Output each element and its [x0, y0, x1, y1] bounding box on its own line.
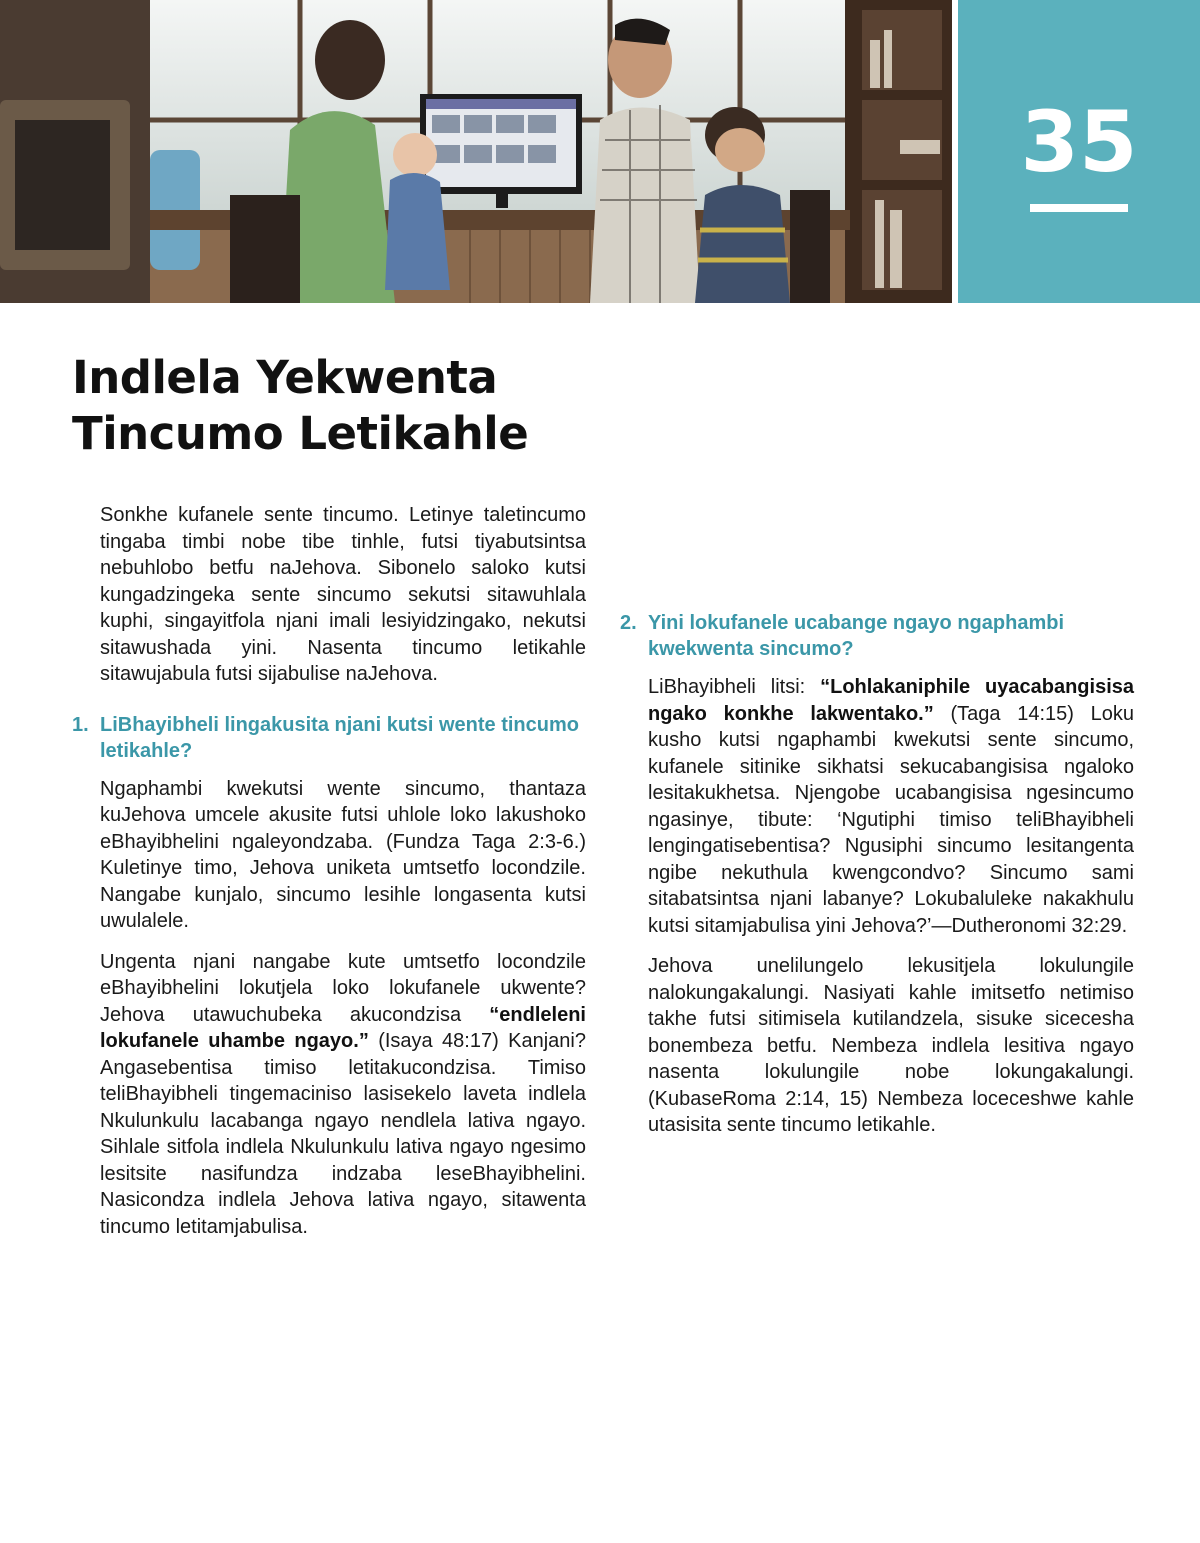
section-2-heading [620, 610, 1134, 662]
page-title [72, 350, 528, 462]
intro-paragraph: Sonkhe kufanele sente tincumo. Letinye taletincumo tingaba timbi nobe tibe tinhle, futsi tiyabutsintsa nebuhlobo betfu naJehova. Sibonelo saloko kutsi kungadzingeka sente sincumo sekutsi sitawuhlala kuphi, singayitfola njani imali lesiyidzingako, nekutsi sitawushada yini. Nasenta tincumo letikahle sitawujabula futsi sijabulise naJehova. [100, 504, 586, 685]
section-1-heading [72, 712, 586, 764]
lesson-number: 35 [1020, 93, 1138, 191]
section-2-p1-text-a: LiBhayibheli litsi: [648, 676, 821, 698]
badge-underline [1030, 204, 1128, 212]
left-column [72, 502, 586, 1254]
section-1-number: 1. [72, 713, 89, 736]
section-1-heading-text: LiBhayibheli lingakusita njani kutsi wente tincumo letikahle? [100, 713, 579, 762]
family-at-computer-photo [0, 0, 952, 303]
section-1-paragraph-2 [72, 949, 586, 1241]
section-2-p1-text-b: (Taga 14:15) Loku kusho kutsi ngaphambi kwekutsi sente sincumo, kufanele sitinike sikhatsi sekucabangisisa ngaloko lesitakukhetsa. Njengobe ucabangisisa ngesincumo ngasinye, tibute: ‘Ngutiphi timiso teliBhayibheli lengingatisebentisa? Ngusiphi sincumo lesitangenta ngibe nekuthula kwengcondvo? Sincumo sami sitabatsintsa njani labanye? Lokubaluleke nakakhulu kutsi sitamjabulisa yini Jehova?’—Dutheronomi 32:29. [648, 702, 1134, 937]
section-2-paragraph-1 [620, 674, 1134, 939]
section-1-paragraph-1: Ngaphambi kwekutsi wente sincumo, thantaza kuJehova umcele akusite futsi uhlole loko lakushoko eBhayibhelini ngaleyondzaba. (Fundza Taga 2:3-6.) Kuletinye timo, Jehova uniketa umtsetfo locondzile. Nangabe kunjalo, sincumo lesihle longasenta kutsi uwulalele. [100, 777, 586, 932]
lesson-number-badge [958, 0, 1200, 303]
section-2-p1-quote: “Lohlakaniphile uyacabangisisa ngako konkhe lakwentako.” [648, 676, 1134, 725]
section-2-number: 2. [620, 612, 637, 634]
section-2-paragraph-2: Jehova unelilungelo lekusitjela lokulungile nalokungakalungi. Nasiyati kahle imitsetfo netimiso takhe futsi sitimisela kutilandzela, sisuke sicecesha bonembeza betfu. Nembeza indlela lesitiva ngayo nasenta lokulungile nobe lokungakalungi. (KubaseRoma 2:14, 15) Nembeza loceceshwe kahle utasisita sente tincumo letikahle. [648, 955, 1134, 1136]
section-1-p2-text-b: (Isaya 48:17) Kanjani? Angasebentisa timiso letitakucondzisa. Timiso teliBhayibheli tingemaciniso lasisekelo laveta indlela Nkulunkulu lacabanga ngayo nendlela lativa ngayo. Sihlale sitfola indlela Nkulunkulu lativa ngayo ngesimo lesitsite nasifundza indzaba leseBhayibhelini. Nasicondza indlela Jehova lativa ngayo, sitawenta tincumo letitamjabulisa. [100, 1030, 586, 1238]
title-line-2: Tincumo Letikahle [72, 407, 529, 460]
section-1-p2-text-a: Ungenta njani nangabe kute umtsetfo locondzile eBhayibhelini lokutjela loko lokufanele ukwente? Jehova utawuchubeka akucondzisa [100, 950, 586, 1026]
section-1-p2-quote: “endleleni lokufanele uhambe ngayo.” [100, 1003, 586, 1052]
right-column [620, 502, 1134, 1153]
title-line-1: Indlela Yekwenta [72, 351, 498, 404]
section-2-heading-text: Yini lokufanele ucabange ngayo ngaphambi kwekwenta sincumo? [648, 612, 1064, 660]
